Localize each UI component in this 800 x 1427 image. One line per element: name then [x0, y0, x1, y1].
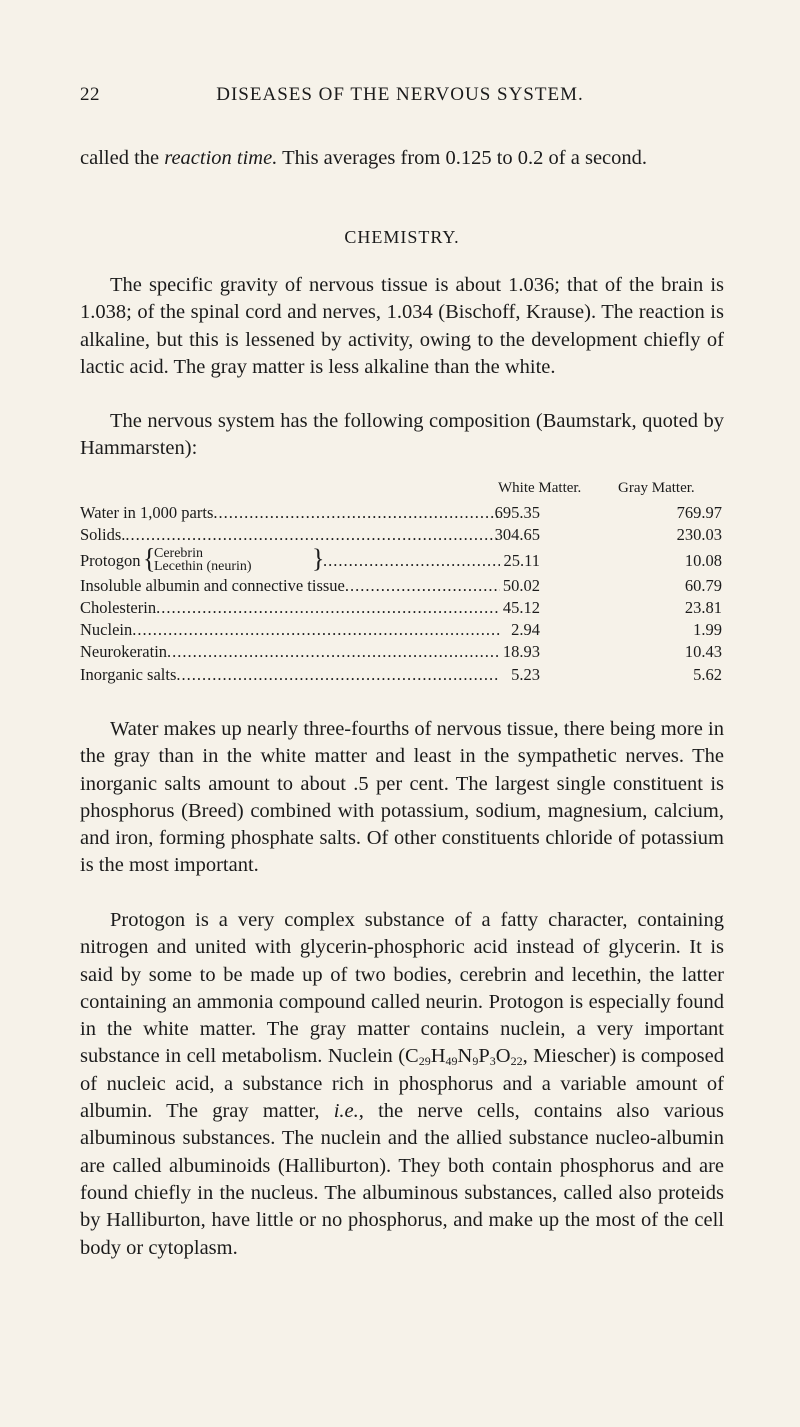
row-label: Nuclein [80, 620, 133, 640]
table-row [80, 547, 724, 575]
white-matter-value: 5.23 [511, 664, 540, 684]
composition-table [80, 480, 724, 686]
formula-element: N [457, 1045, 473, 1068]
left-brace: { [143, 546, 156, 574]
column-header-gray-matter: Gray Matter. [618, 480, 695, 496]
ie-abbreviation: i.e. [333, 1100, 359, 1123]
section-heading: CHEMISTRY. [344, 227, 460, 247]
leader-dots [213, 503, 500, 522]
subitem-lecethin: Lecethin (neurin) [154, 558, 252, 574]
table-column-headers [80, 480, 724, 502]
table-row [80, 664, 724, 686]
page-number: 22 [80, 84, 100, 105]
subitem-cerebrin: Cerebrin [154, 546, 203, 561]
formula-subscript: 29 [418, 1054, 431, 1069]
leader-dots [125, 525, 500, 544]
column-header-white-matter: White Matter. [498, 480, 582, 496]
white-matter-value: 2.94 [511, 620, 540, 640]
formula-subscript: 49 [445, 1054, 458, 1069]
paragraph-protogon [80, 907, 724, 1262]
gray-matter-value: 5.62 [693, 664, 722, 684]
white-matter-value: 25.11 [503, 550, 540, 570]
intro-paragraph [80, 145, 724, 172]
leader-dots [176, 665, 500, 684]
protogon-text-middle: , Miescher) is composed of nucleic acid, a substance rich in phosphorus and a variable amount of albumin. The gray matter, [80, 1045, 724, 1123]
page-header [80, 84, 720, 112]
white-matter-value: 695.35 [494, 503, 540, 522]
leader-dots [167, 642, 500, 661]
white-matter-value: 18.93 [502, 642, 540, 662]
running-title: DISEASES OF THE NERVOUS SYSTEM. [216, 84, 584, 105]
protogon-text-start: Protogon is a very complex substance of a fatty character, containing nitrogen and united with glycerin-phosphoric acid instead of glycerin. It is said by some to be made up of two bodies, cerebrin and lecethin, the latter containing an ammonia compound called neurin. Protogon is especially found in the white matter. The gray matter contains nuclein, a very important substance in cell metabolism. Nuclein (C [80, 909, 724, 1068]
reaction-time-term: reaction time. [164, 147, 278, 169]
row-label: Protogon [80, 550, 141, 570]
row-label: Water in 1,000 parts [80, 503, 214, 522]
formula-subscript: 22 [510, 1054, 523, 1069]
gray-matter-value: 10.08 [684, 550, 722, 570]
paragraph-water: Water makes up nearly three-fourths of nervous tissue, there being more in the gray than in the white matter and least in the sympathetic nerves. The inorganic salts amount to about .5 per cent. The largest single constituent is phosphorus (Breed) combined with potassium, sodium, magnesium, calcium, and iron, forming phosphate salts. Of other constituents chloride of potassium is the most important. [80, 718, 724, 877]
intro-text-before: called the [80, 147, 165, 169]
paragraph-composition-intro: The nervous system has the following composition (Baumstark, quoted by Hammarsten): [80, 410, 724, 460]
white-matter-value: 50.02 [502, 575, 540, 595]
paragraph-specific-gravity: The specific gravity of nervous tissue is about 1.036; that of the brain is 1.038; of the spinal cord and nerves, 1.034 (Bischoff, Krause). The reaction is alkaline, but this is lessened by activity, owing to the development chiefly of lactic acid. The gray matter is less alkaline than the white. [80, 274, 724, 378]
gray-matter-value: 230.03 [676, 525, 722, 545]
white-matter-value: 45.12 [502, 597, 540, 617]
table-row [80, 597, 724, 619]
table-row [80, 524, 724, 546]
gray-matter-value: 10.43 [684, 642, 722, 662]
row-label: Cholesterin [80, 597, 157, 617]
row-label: Inorganic salts [80, 664, 177, 684]
row-label: Neurokeratin [80, 642, 168, 662]
white-matter-value: 304.65 [494, 525, 540, 545]
table-row [80, 641, 724, 663]
protogon-label-group [80, 547, 500, 575]
gray-matter-value: 23.81 [684, 597, 722, 617]
row-label: Insoluble albumin and connective tissue [80, 575, 345, 595]
row-label: Solids. [80, 525, 126, 545]
formula-subscript: 9 [472, 1054, 479, 1069]
table-row [80, 502, 724, 524]
formula-element: P [478, 1045, 490, 1068]
intro-text-after: This averages from 0.125 to 0.2 of a second. [277, 147, 648, 169]
gray-matter-value: 60.79 [684, 575, 722, 595]
protogon-subitems [154, 547, 252, 573]
table-row [80, 619, 724, 641]
leader-dots [132, 620, 500, 639]
protogon-text-end: , the nerve cells, contains also various albuminous substances. The nuclein and the allied substance nucleo-albumin are called albuminoids (Halliburton). They both contain phosphorus and are found chiefly in the nucleus. The albuminous substances, called also proteids by Halliburton, have little or no phosphorus, and make up the most of the cell body or cytoplasm. [80, 1100, 725, 1259]
formula-element: O [495, 1045, 511, 1068]
leader-dots [156, 598, 500, 617]
table-row [80, 575, 724, 597]
gray-matter-value: 1.99 [693, 620, 722, 640]
formula-subscript: 3 [489, 1054, 496, 1069]
formula-element: H [430, 1045, 446, 1068]
gray-matter-value: 769.97 [676, 503, 722, 522]
right-brace: } [312, 546, 325, 573]
